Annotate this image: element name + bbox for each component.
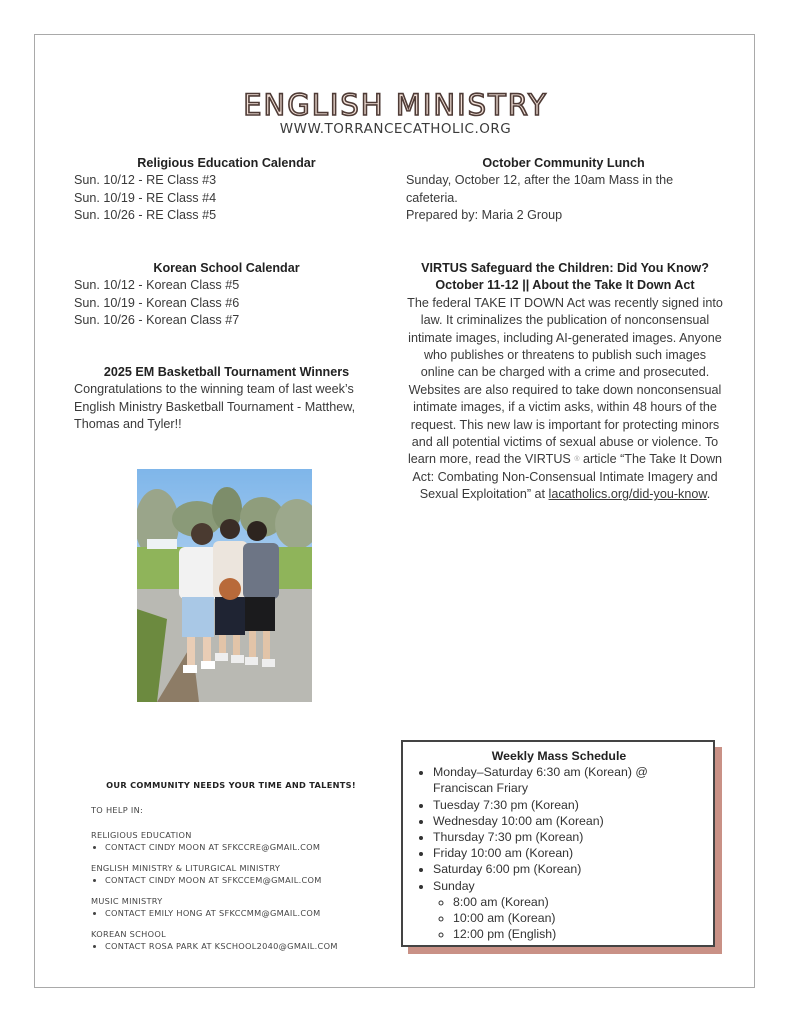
photo-illustration [137, 469, 312, 702]
page-title: ENGLISH MINISTRY [243, 88, 548, 122]
section-heading: VIRTUS Safeguard the Children: Did You Know? [421, 261, 709, 275]
mass-item-sunday [433, 878, 705, 943]
calendar-item: Sun. 10/19 - RE Class #4 [74, 190, 217, 205]
mass-item: • Wednesday 10:00 am (Korean) [433, 813, 705, 829]
basketball-winners [74, 364, 379, 434]
contact-line: • CONTACT EMILY HONG AT SFKCCMM@GMAIL.COM [105, 907, 371, 919]
contact-line: • CONTACT CINDY MOON AT SFKCCRE@GMAIL.COM [105, 841, 371, 853]
section-subheading: TO HELP IN: [91, 805, 144, 815]
calendar-item: Sun. 10/12 - Korean Class #5 [74, 278, 240, 293]
volunteer-contacts [91, 780, 371, 962]
lunch-prepared-by: Prepared by: Maria 2 Group [406, 208, 563, 223]
section-heading: 2025 EM Basketball Tournament Winners [103, 365, 350, 379]
section-heading: October Community Lunch [482, 156, 645, 170]
section-heading: Religious Education Calendar [137, 156, 316, 170]
section-subheading: October 11-12 || About the Take It Down Act [435, 278, 695, 293]
mass-item: • Saturday 6:00 pm (Korean) [433, 861, 705, 877]
contact-line: • CONTACT ROSA PARK AT KSCHOOL2040@GMAIL.COM [105, 940, 371, 952]
website-url: WWW.TORRANCECATHOLIC.ORG [279, 121, 512, 137]
contact-group [91, 830, 371, 853]
body-text: The federal TAKE IT DOWN Act was recently signed into law. It criminalizes the publication of nonconsensual intimate images, including AI-generated images. Anyone who publishes or threatens to publish such images online can be charged with a crime and prosecuted. Websites are also required to take down nonconsensual intimate images, if a victim asks, within 48 hours of the request. This new law is important for protecting minors and all potential victims of sexual abuse or violence. To learn more, read the VIRTUS [407, 295, 723, 467]
contact-group [91, 929, 371, 952]
body-text: article “The Take It Down Act: Combating Non-Consensual Intimate Imagery and Sexual Exploitation” at [412, 452, 723, 502]
calendar-item: Sun. 10/12 - RE Class #3 [74, 173, 217, 188]
mass-list [413, 764, 705, 942]
ministry-name: RELIGIOUS EDUCATION [91, 830, 192, 840]
sunday-list [433, 894, 705, 943]
contact-group [91, 896, 371, 919]
religious-education-calendar [74, 155, 379, 225]
body-text: . [706, 487, 711, 502]
contact-group [91, 863, 371, 886]
lunch-details: Sunday, October 12, after the 10am Mass in the cafeteria. [406, 173, 674, 205]
section-body: Congratulations to the winning team of last week’s English Ministry Basketball Tournament - Matthew, Thomas and Tyler!! [74, 382, 356, 432]
ministry-name: ENGLISH MINISTRY & LITURGICAL MINISTRY [91, 863, 281, 873]
ministry-name: MUSIC MINISTRY [91, 896, 163, 906]
mass-item: • Thursday 7:30 pm (Korean) [433, 829, 705, 845]
lacatholics-link[interactable]: lacatholics.org/did-you-know [548, 487, 707, 502]
section-body [406, 295, 724, 504]
korean-school-calendar [74, 260, 379, 330]
contact-line: • CONTACT CINDY MOON AT SFKCCEM@GMAIL.COM [105, 874, 371, 886]
mass-schedule-box [401, 740, 715, 947]
sunday-mass-item: ◦ 12:00 pm (English) [453, 926, 705, 942]
community-lunch [406, 155, 721, 225]
calendar-item: Sun. 10/26 - Korean Class #7 [74, 313, 240, 328]
mass-item-label: Sunday [433, 878, 475, 893]
section-heading: OUR COMMUNITY NEEDS YOUR TIME AND TALENTS! [106, 780, 356, 790]
mass-item: • Friday 10:00 am (Korean) [433, 845, 705, 861]
ministry-name: KOREAN SCHOOL [91, 929, 166, 939]
registered-mark: ® [574, 456, 580, 464]
mass-item: • Monday–Saturday 6:30 am (Korean) @ Franciscan Friary [433, 764, 705, 796]
section-heading: Weekly Mass Schedule [491, 749, 627, 763]
sunday-mass-item: ◦ 8:00 am (Korean) [453, 894, 705, 910]
section-heading: Korean School Calendar [153, 261, 300, 275]
virtus-notice [406, 260, 724, 504]
sunday-mass-item: ◦ 10:00 am (Korean) [453, 910, 705, 926]
calendar-item: Sun. 10/19 - Korean Class #6 [74, 295, 240, 310]
winners-photo [137, 469, 312, 702]
calendar-item: Sun. 10/26 - RE Class #5 [74, 208, 217, 223]
mass-item: • Tuesday 7:30 pm (Korean) [433, 797, 705, 813]
